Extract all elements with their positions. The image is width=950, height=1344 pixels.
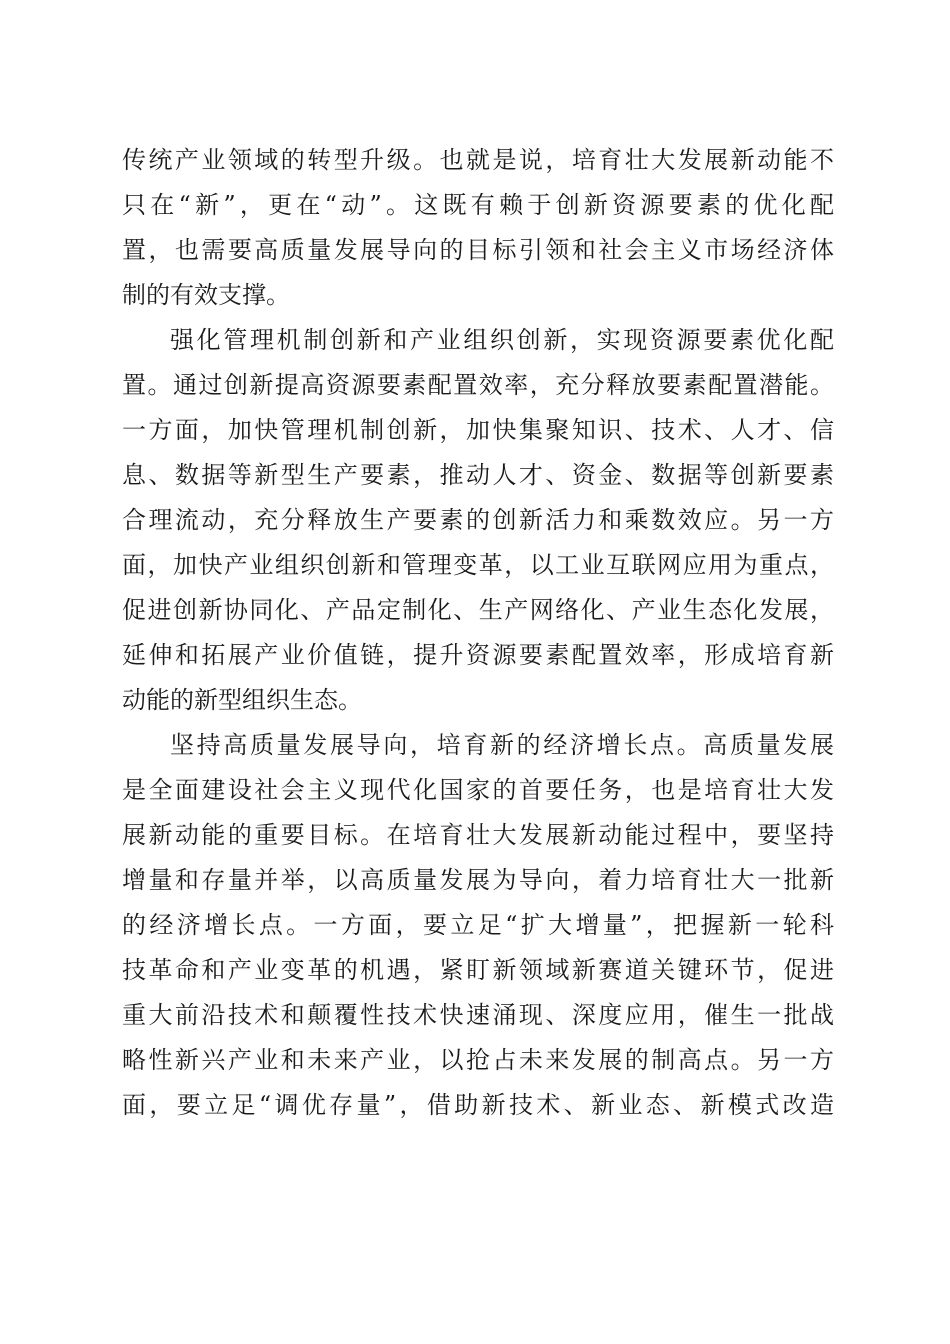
text-line: 坚持高质量发展导向，培育新的经济增长点。高质量发展 (170, 731, 834, 759)
text-line: 增量和存量并举，以高质量发展为导向，着力培育壮大一批新 (122, 866, 834, 894)
text-line: 息、数据等新型生产要素，推动人才、资金、数据等创新要素 (122, 461, 834, 489)
document-body (122, 138, 834, 1128)
text-line: 面，加快产业组织创新和管理变革，以工业互联网应用为重点， (122, 551, 834, 579)
paragraph-2 (122, 318, 834, 723)
text-line: 传统产业领域的转型升级。也就是说，培育壮大发展新动能不 (122, 146, 834, 174)
text-line: 置，也需要高质量发展导向的目标引领和社会主义市场经济体 (122, 236, 834, 264)
text-line: 的经济增长点。一方面，要立足“扩大增量”，把握新一轮科 (122, 911, 834, 939)
text-line: 重大前沿技术和颠覆性技术快速涌现、深度应用，催生一批战 (122, 1001, 834, 1029)
text-line: 延伸和拓展产业价值链，提升资源要素配置效率，形成培育新 (122, 641, 834, 669)
text-line: 略性新兴产业和未来产业，以抢占未来发展的制高点。另一方 (122, 1046, 834, 1074)
text-line: 是全面建设社会主义现代化国家的首要任务，也是培育壮大发 (122, 776, 834, 804)
paragraph-1 (122, 138, 834, 318)
text-line: 动能的新型组织生态。 (122, 686, 362, 714)
text-line: 合理流动，充分释放生产要素的创新活力和乘数效应。另一方 (122, 506, 834, 534)
text-line: 强化管理机制创新和产业组织创新，实现资源要素优化配 (170, 326, 834, 354)
text-line: 促进创新协同化、产品定制化、生产网络化、产业生态化发展， (122, 596, 834, 624)
text-line: 置。通过创新提高资源要素配置效率，充分释放要素配置潜能。 (122, 371, 834, 399)
text-line: 制的有效支撑。 (122, 281, 290, 309)
text-line: 面，要立足“调优存量”，借助新技术、新业态、新模式改造 (122, 1091, 834, 1119)
text-line: 一方面，加快管理机制创新，加快集聚知识、技术、人才、信 (122, 416, 834, 444)
text-line: 技革命和产业变革的机遇，紧盯新领域新赛道关键环节，促进 (122, 956, 834, 984)
text-line: 展新动能的重要目标。在培育壮大发展新动能过程中，要坚持 (122, 821, 834, 849)
paragraph-3 (122, 723, 834, 1128)
text-line: 只在“新”，更在“动”。这既有赖于创新资源要素的优化配 (122, 191, 834, 219)
